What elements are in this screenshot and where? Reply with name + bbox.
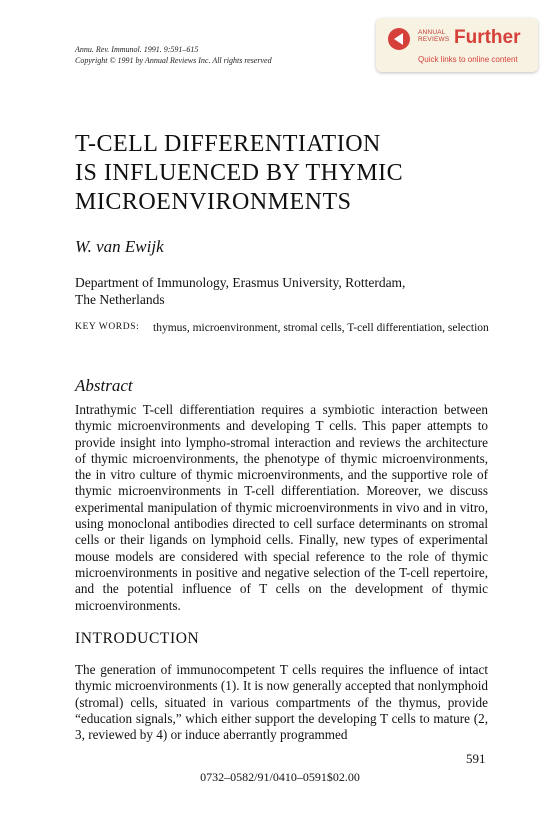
citation-line-1: Annu. Rev. Immunol. 1991. 9:591–615 [75,45,199,54]
page-number: 591 [466,751,486,766]
badge-subtitle: Quick links to online content [418,55,518,64]
footer-code: 0732–0582/91/0410–0591$02.00 [200,770,360,784]
title-line-2: IS INFLUENCED BY THYMIC [75,160,404,186]
further-badge[interactable] [376,18,538,72]
abstract-heading: Abstract [75,376,133,395]
article-title [75,130,403,217]
author: W. van Ewijk [75,237,164,256]
title-line-3: MICROENVIRONMENTS [75,189,352,215]
citation-line-2: Copyright © 1991 by Annual Reviews Inc. All rights reserved [75,56,272,65]
badge-small-line-1: ANNUAL [418,29,446,36]
badge-further-label: Further [454,27,521,48]
abstract-text: Intrathymic T-cell differentiation requires a symbiotic interaction between thymic microenvironments and developing T cells. This paper attempts to provide insight into lympho-stromal interaction and reviews the architecture of thymic microenvironments, the phenotype of thymic microenvironments, the in vitro culture of thymic microenvironments, and the supportive role of thymic microenvironments in T-cell differentiation. Moreover, we discuss experimental manipulation of thymic microenvironments in vivo and in vitro, using monoclonal antibodies directed to cell surface determinants on stromal cells or their ligands on lymphoid cells. Finally, new types of experimental mouse models are considered with special reference to the role of thymic microenvironments in positive and negative selection of the T-cell repertoire, and the potential influence of T cells on the development of thymic microenvironments. [75,402,488,613]
title-line-1: T-CELL DIFFERENTIATION [75,131,381,157]
key-words-text: thymus, microenvironment, stromal cells, T-cell differentiation, selection [153,322,489,334]
affiliation-line-2: The Netherlands [75,292,165,307]
key-words-label: KEY WORDS: [75,322,140,332]
introduction-heading: INTRODUCTION [75,630,200,647]
affiliation [75,274,405,308]
introduction-text: The generation of immunocompetent T cells requires the influence of intact thymic microenvironments (1). It is now generally accepted that nonlymphoid (stromal) cells, situated in various compartments of the thymus, provide “education signals,” which either support the developing T cells to mature (2, 3, reviewed by 4) or induce aberrantly programmed [75,662,488,743]
badge-small-line-2: REVIEWS [418,36,450,43]
affiliation-line-1: Department of Immunology, Erasmus University, Rotterdam, [75,275,406,290]
annual-reviews-logo-icon [388,28,410,50]
